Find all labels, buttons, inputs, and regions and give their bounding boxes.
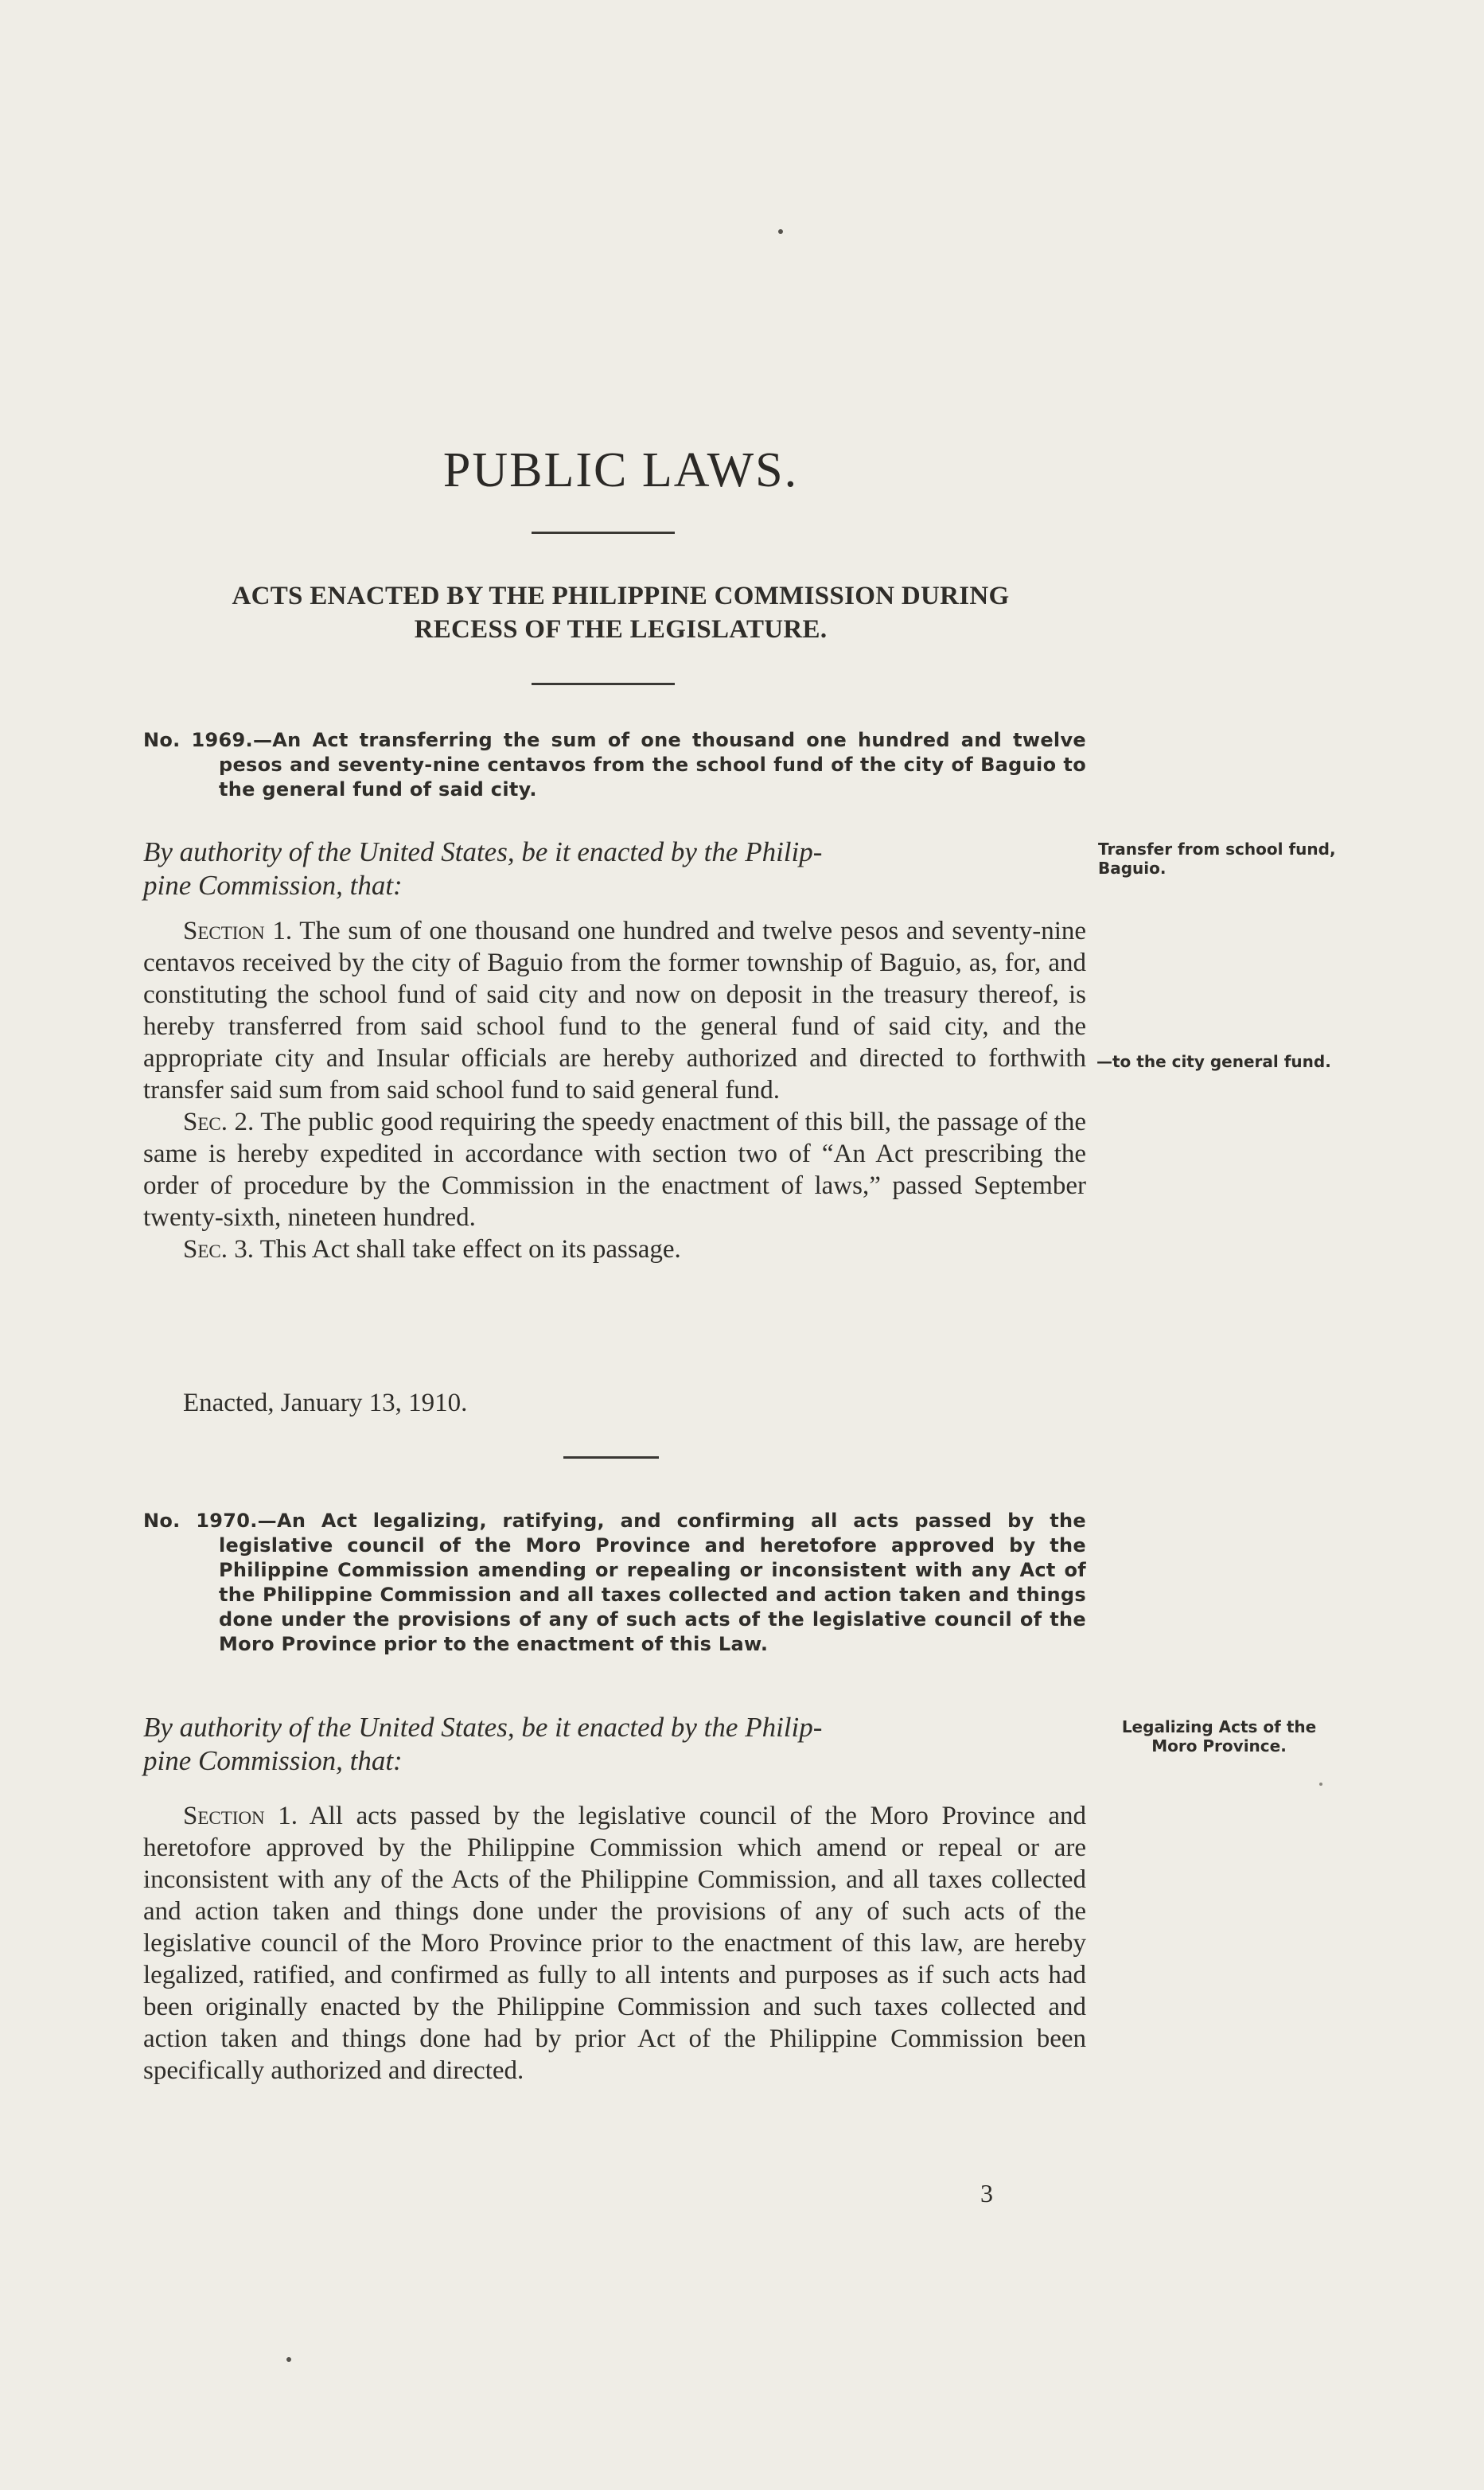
- print-speck: [778, 229, 783, 234]
- section-text: All acts passed by the legislative council of the Moro Province and heretofore approved by the Philippine Commission which amend or repeal or are inconsistent with any of the Acts of the Philippine Commission, and all taxes collected and action taken and things done under the provisions of any of such acts of the legislative council of the Moro Province prior to the enactment of this law, are hereby legalized, ratified, and confirmed as fully to all intents and purposes as if such acts had been originally enacted by the Philippine Commission and such taxes collected and action taken and things done had by prior Act of the Philippine Commission been specifically authorized and directed.: [143, 1802, 1087, 2085]
- act-number: No. 1969.: [143, 729, 253, 751]
- act-1969-heading: [143, 728, 1086, 802]
- act-1969-enacting-clause: [143, 836, 1122, 902]
- section-label: Sec. 2.: [183, 1108, 255, 1136]
- section-subtitle: [143, 579, 1098, 646]
- print-speck: [1319, 1783, 1322, 1786]
- enacting-line-2: pine Commission, that:: [143, 870, 403, 901]
- section-text: The sum of one thousand one hundred and twelve pesos and seventy-nine centavos received by the city of Baguio from the former township of Baguio, as, for, and constituting the school fund of said city and now on deposit in the treasury thereof, is hereby transferred from said school fund to the general fund of said city, and the appropriate city and Insular officials are hereby authorized and directed to forthwith transfer said sum from said school fund to said general fund.: [143, 917, 1087, 1105]
- section-label: Sec. 3.: [183, 1235, 254, 1264]
- enacting-line-2: pine Commission, that:: [143, 1745, 403, 1776]
- act-divider: [563, 1456, 659, 1459]
- subtitle-line-1: ACTS ENACTED BY THE PHILIPPINE COMMISSION DURING: [232, 582, 1010, 610]
- section-label: Section 1.: [183, 917, 293, 945]
- subtitle-rule: [532, 683, 675, 685]
- print-speck: [286, 2357, 291, 2362]
- subtitle-line-2: RECESS OF THE LEGISLATURE.: [414, 615, 828, 644]
- section-text: The public good requiring the speedy enactment of this bill, the passage of the same is hereby expedited in accordance with section two of “An Act prescribing the order of procedure by the Commission in the enactment of laws,” passed September twenty-sixth, nineteen hundred.: [143, 1108, 1086, 1232]
- act-1970-enacting-clause: [143, 1711, 1122, 1778]
- margin-note-legalizing: Legalizing Acts of the Moro Province.: [1121, 1717, 1317, 1755]
- section-paragraph: [143, 1233, 1086, 1265]
- margin-note-transfer: Transfer from school fund, Baguio.: [1098, 840, 1336, 878]
- section-paragraph: [143, 915, 1086, 1106]
- act-1970-heading: [143, 1509, 1086, 1657]
- page-number: 3: [980, 2179, 993, 2207]
- act-1970-body: [143, 1800, 1086, 2087]
- act-1969-body: [143, 915, 1086, 1265]
- page-title: PUBLIC LAWS.: [442, 443, 799, 497]
- enacting-line-1: By authority of the United States, be it enacted by the Philip-: [143, 1712, 823, 1743]
- section-label: Section 1.: [183, 1802, 298, 1830]
- section-text: This Act shall take effect on its passage.: [254, 1235, 681, 1264]
- enacting-line-1: By authority of the United States, be it enacted by the Philip-: [143, 836, 823, 867]
- act-1969-enacted-date: Enacted, January 13, 1910.: [183, 1389, 468, 1417]
- act-number: No. 1970.: [143, 1510, 258, 1532]
- title-rule: [532, 532, 675, 534]
- act-title: —An Act legalizing, ratifying, and confirming all acts passed by the legislative council of the Moro Province and heretofore approved by the Philippine Commission amending or repealing or inconsistent with any Act of the Philippine Commission and all taxes collected and action taken and things done under the provisions of any of such acts of the legislative council of the Moro Province prior to the enactment of this Law.: [219, 1510, 1086, 1655]
- margin-note-general-fund: —to the city general fund.: [1096, 1052, 1331, 1071]
- act-title: —An Act transferring the sum of one thousand one hundred and twelve pesos and seventy-nine centavos from the school fund of the city of Baguio to the general fund of said city.: [219, 729, 1086, 801]
- section-paragraph: [143, 1106, 1086, 1233]
- section-paragraph: [143, 1800, 1086, 2087]
